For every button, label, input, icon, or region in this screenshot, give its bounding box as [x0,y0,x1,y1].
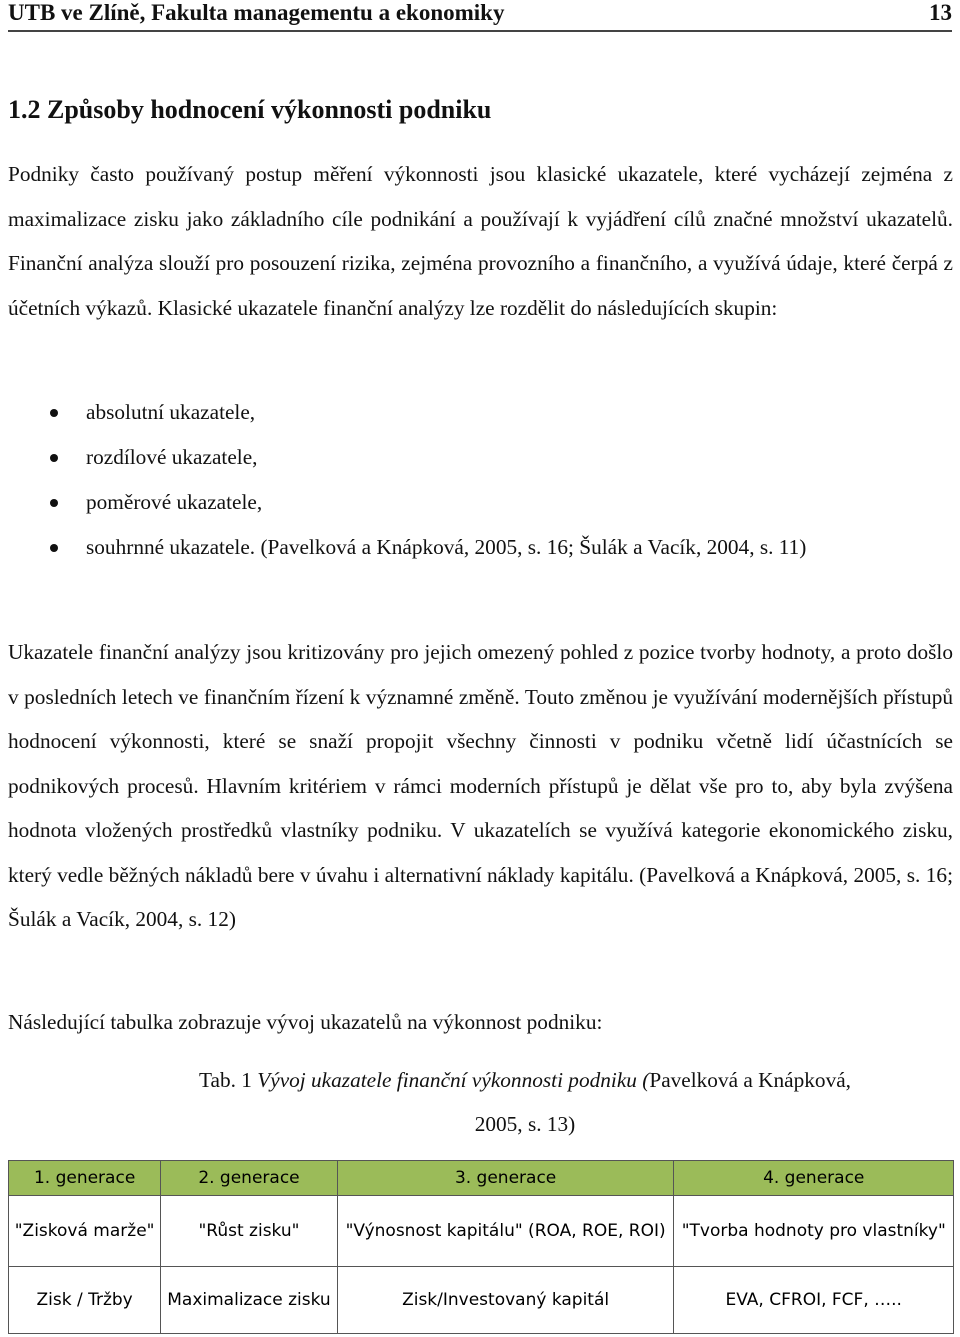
indicator-groups-list [8,390,953,570]
page-header [8,0,952,32]
header-title: UTB ve Zlíně, Fakulta managementu a ekonomiky [8,0,505,25]
caption-source-line1: Pavelková a Knápková, [649,1068,852,1092]
table-header-cell: 1. generace [9,1161,161,1196]
caption-source-line2: 2005, s. 13) [474,1112,576,1136]
table-cell: "Výnosnost kapitálu" (ROA, ROE, ROI) [337,1196,674,1267]
table-header-row [9,1161,954,1196]
caption-prefix: Tab. 1 [198,1068,258,1092]
table-caption [60,1058,960,1102]
caption-title: Vývoj ukazatele finanční výkonnosti podniku ( [257,1068,650,1092]
table-row [9,1267,954,1334]
bullet-icon [50,454,58,462]
table-cell: Maximalizace zisku [161,1267,338,1334]
table-cell: "Tvorba hodnoty pro vlastníky" [674,1196,954,1267]
table-cell: Zisk/Investovaný kapitál [337,1267,674,1334]
table-header-cell: 4. generace [674,1161,954,1196]
list-item: absolutní ukazatele, [8,390,953,435]
page-number: 13 [929,0,952,25]
section-heading: 1.2 Způsoby hodnocení výkonnosti podniku [8,95,492,124]
list-item: poměrové ukazatele, [8,480,953,525]
table-row [9,1196,954,1267]
list-item: souhrnné ukazatele. (Pavelková a Knápková, 2005, s. 16; Šulák a Vacík, 2004, s. 11) [8,525,953,570]
table-cell: "Růst zisku" [161,1196,338,1267]
generations-table [8,1160,954,1334]
paragraph-table-intro: Následující tabulka zobrazuje vývoj ukazatelů na výkonnost podniku: [8,1010,603,1034]
table-header-cell: 2. generace [161,1161,338,1196]
bullet-icon [50,499,58,507]
table-cell: "Zisková marže" [9,1196,161,1267]
table-cell: Zisk / Tržby [9,1267,161,1334]
paragraph-modern-approaches: Ukazatele finanční analýzy jsou kritizovány pro jejich omezený pohled z pozice tvorby hodnoty, a proto došlo v posledních letech ve finančním řízení k významné změně. Touto změnou je využívání modernějších přístupů hodnocení výkonnosti, které se snaží propojit všechny činnosti v podniku včetně lidí účastnících se podnikových procesů. Hlavním kritériem v rámci moderních přístupů je dělat vše pro to, aby byla zvýšena hodnota vložených prostředků vlastníky podniku. V ukazatelích se využívá kategorie ekonomického zisku, který vedle běžných nákladů bere v úvahu i alternativní náklady kapitálu. (Pavelková a Knápková, 2005, s. 16; Šulák a Vacík, 2004, s. 12) [8,640,953,931]
list-item: rozdílové ukazatele, [8,435,953,480]
table-header-cell: 3. generace [337,1161,674,1196]
bullet-icon [50,544,58,552]
paragraph-intro: Podniky často používaný postup měření výkonnosti jsou klasické ukazatele, které vycházejí zejména z maximalizace zisku jako základního cíle podnikání a používají k vyjádření cílů značné množství ukazatelů. Finanční analýza slouží pro posouzení rizika, zejména provozního a finančního, a využívá údaje, které čerpá z účetních výkazů. Klasické ukazatele finanční analýzy lze rozdělit do následujících skupin: [8,162,953,320]
table-cell: EVA, CFROI, FCF, ….. [674,1267,954,1334]
bullet-icon [50,409,58,417]
